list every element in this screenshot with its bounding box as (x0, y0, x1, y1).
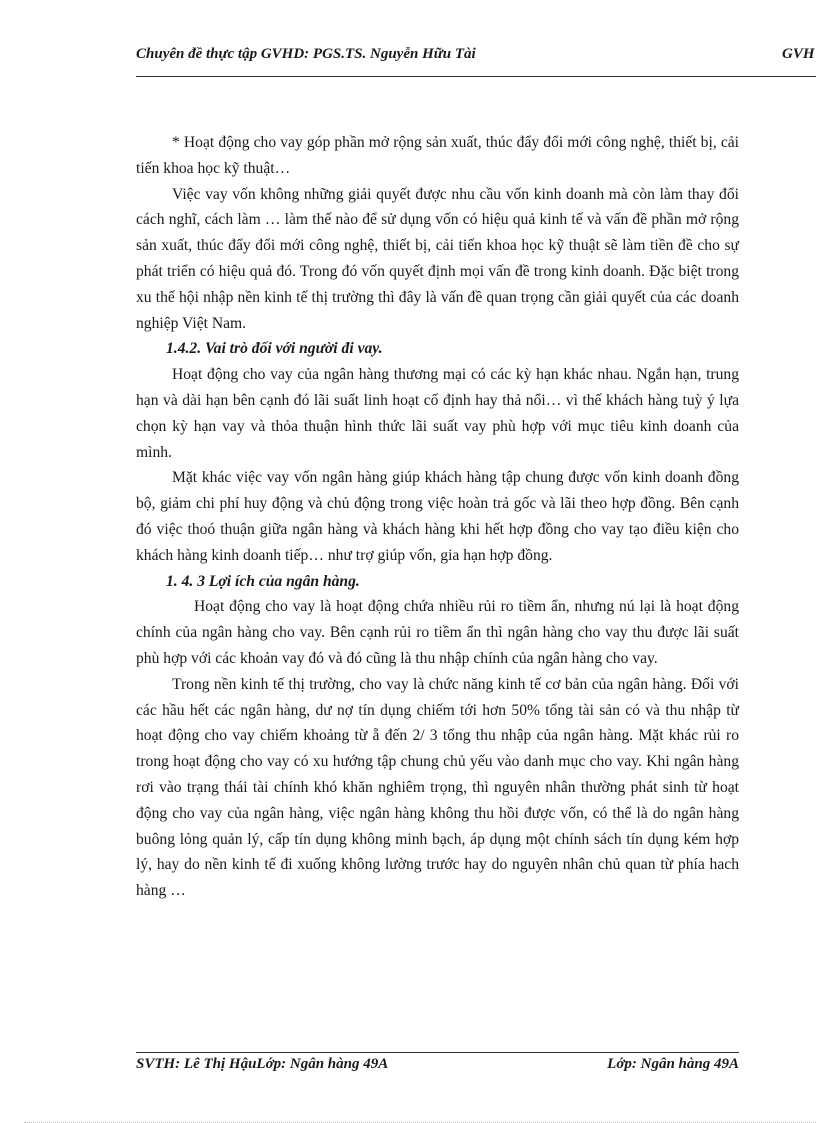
paragraph-lending-risk: Hoạt động cho vay là hoạt động chứa nhiều rủi ro tiềm ẩn, nhưng nú lại là hoạt động chính của ngân hàng cho vay. Bên cạnh rủi ro tiềm ẩn thì ngân hàng cho vay thu được lãi suất phù hợp với các khoản vay đó và đó cũng là thu nhập chính của ngân hàng cho vay. (136, 598, 739, 667)
paragraph-borrowing-capital: Việc vay vốn không những giải quyết được nhu cầu vốn kinh doanh mà còn làm thay đổi cách nghĩ, cách làm … làm thế nào để sử dụng vốn có hiệu quả kinh tế và vấn đề phần mở rộng sản xuất, thúc đẩy đổi mới công nghệ, thiết bị, cải tiến khoa học kỹ thuật sẽ làm tiền đề cho sự phát triển có hiệu quả đó. Trong đó vốn quyết định mọi vấn đề trong kinh doanh. Đặc biệt trong xu thế hội nhập nền kinh tế thị trường thì đây là vấn đề quan trọng cần giải quyết của các doanh nghiệp Việt Nam. (136, 185, 739, 332)
page-footer (136, 1056, 739, 1078)
paragraph-market-economy: Trong nền kinh tế thị trường, cho vay là chức năng kinh tế cơ bản của ngân hàng. Đối với các hầu hết các ngân hàng, dư nợ tín dụng chiếm tới hơn 50% tổng tài sản có và thu nhập từ hoạt động cho vay chiếm khoảng từ ẵ đến 2/ 3 tổng thu nhập của ngân hàng. Mặt khác rủi ro trong hoạt động cho vay có xu hướng tập chung chủ yếu vào danh mục cho vay. Khi ngân hàng rơi vào trạng thái tài chính khó khăn nghiêm trọng, thì nguyên nhân thường phát sinh từ hoạt động cho vay của ngân hàng, việc ngân hàng không thu hồi được vốn, có thể là do ngân hàng buông lỏng quản lý, cấp tín dụng không minh bạch, áp dụng một chính sách tín dụng kém hợp lý, hay do nền kinh tế đi xuống không lường trước hay do nguyên nhân chủ quan từ phía hach hàng … (136, 675, 739, 900)
paragraph-lending-benefits: * Hoạt động cho vay góp phần mở rộng sản xuất, thúc đẩy đổi mới công nghệ, thiết bị, cải tiến khoa học kỹ thuật… (136, 134, 739, 177)
paragraph-loan-terms: Hoạt động cho vay của ngân hàng thương mại có các kỳ hạn khác nhau. Ngắn hạn, trung hạn và dài hạn bên cạnh đó lãi suất linh hoạt cố định hay thả nổi… vì thế khách hàng tuỳ ý lựa chọn kỳ hạn vay và thỏa thuận hình thức lãi suất vay phù hợp với mục tiêu kinh doanh của mình. (136, 366, 739, 461)
section-heading-borrower-role: 1.4.2. Vai trò đối với người đi vay. (166, 340, 383, 358)
page-header (136, 46, 816, 70)
header-divider (136, 76, 816, 77)
document-body (136, 130, 739, 904)
footer-divider (136, 1052, 739, 1053)
footer-author: SVTH: Lê Thị HậuLớp: Ngân hàng 49A (136, 1056, 389, 1072)
header-title: Chuyên đề thực tập GVHD: PGS.TS. Nguyễn Hữu Tài (136, 46, 476, 62)
footer-class: Lớp: Ngân hàng 49A (607, 1056, 739, 1072)
paragraph-customer-benefits: Mặt khác việc vay vốn ngân hàng giúp khách hàng tập chung được vốn kinh doanh đồng bộ, giảm chi phí huy động và chủ động trong việc hoàn trả gốc và lãi theo hợp đồng. Bên cạnh đó việc thoó thuận giữa ngân hàng và khách hàng khi hết hợp đồng cho vay tạo điều kiện cho khách hàng kinh doanh tiếp… như trợ giúp vốn, gia hạn hợp đồng. (136, 469, 739, 564)
section-heading-bank-benefits: 1. 4. 3 Lợi ích của ngân hàng. (166, 572, 360, 590)
header-right-text: GVH (782, 46, 815, 62)
